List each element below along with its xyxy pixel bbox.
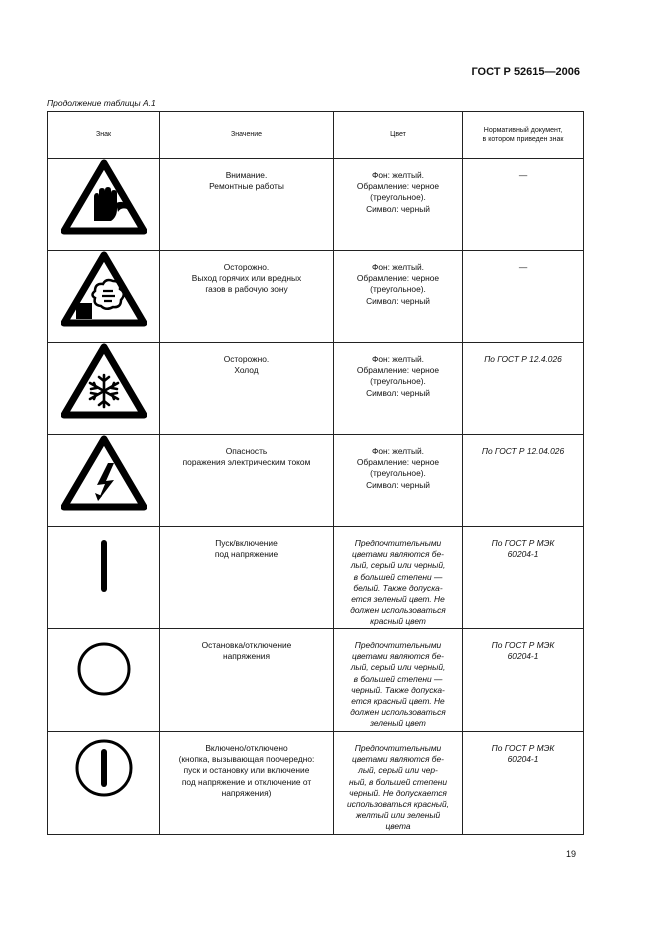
table-header-row <box>48 112 584 159</box>
page-number: 19 <box>566 849 577 859</box>
meaning-cell: Осторожно. Холод <box>160 343 334 435</box>
color-cell: Предпочтительными цветами являются бе- лый, серый или черный, в большей степени — черный. Также допуска- ется красный цвет. Не должен использоваться зеленый цвет <box>334 629 463 732</box>
table-row <box>48 435 584 527</box>
meaning-cell: Внимание. Ремонтные работы <box>160 159 334 251</box>
meaning-cell: Включено/отключено (кнопка, вызывающая поочередно: пуск и остановку или включение под напряжение и отключение от напряжения) <box>160 732 334 835</box>
color-cell: Фон: желтый. Обрамление: черное (треугольное). Символ: черный <box>334 435 463 527</box>
power-off-icon <box>61 629 147 709</box>
sign-cell <box>48 343 160 435</box>
warning-hot-gas-icon <box>61 251 147 327</box>
document-cell: По ГОСТ Р МЭК 60204-1 <box>463 527 584 629</box>
color-cell: Фон: желтый. Обрамление: черное (треугольное). Символ: черный <box>334 159 463 251</box>
document-cell: По ГОСТ Р 12.04.026 <box>463 435 584 527</box>
table-row <box>48 629 584 732</box>
power-toggle-icon <box>61 732 147 812</box>
sign-cell <box>48 629 160 732</box>
sign-cell <box>48 251 160 343</box>
document-cell: — <box>463 251 584 343</box>
color-cell: Фон: желтый. Обрамление: черное (треугольное). Символ: черный <box>334 343 463 435</box>
meaning-cell: Осторожно. Выход горячих или вредных газов в рабочую зону <box>160 251 334 343</box>
table-row <box>48 343 584 435</box>
meaning-cell: Опасность поражения электрическим током <box>160 435 334 527</box>
document-cell: По ГОСТ Р 12.4.026 <box>463 343 584 435</box>
warning-cold-icon <box>61 343 147 419</box>
table-row <box>48 159 584 251</box>
table-row <box>48 732 584 835</box>
warning-electric-shock-icon <box>61 435 147 511</box>
color-cell: Предпочтительными цветами являются бе- лый, серый или черный, в большей степени — белый. Также допуска- ется зеленый цвет. Не должен использоваться красный цвет <box>334 527 463 629</box>
power-on-icon <box>61 527 147 607</box>
warning-maintenance-icon <box>61 159 147 235</box>
document-standard-number: ГОСТ Р 52615—2006 <box>471 66 580 78</box>
table-caption: Продолжение таблицы А.1 <box>47 98 156 108</box>
document-cell: По ГОСТ Р МЭК 60204-1 <box>463 629 584 732</box>
sign-cell <box>48 732 160 835</box>
sign-cell <box>48 159 160 251</box>
safety-signs-table <box>47 111 584 835</box>
sign-cell <box>48 527 160 629</box>
sign-cell <box>48 435 160 527</box>
color-cell: Предпочтительными цветами являются бе- лый, серый или чер- ный, в большей степени черный. Не допускается использоваться красный, желтый или зеленый цвета <box>334 732 463 835</box>
document-cell: — <box>463 159 584 251</box>
table-row <box>48 251 584 343</box>
document-cell: По ГОСТ Р МЭК 60204-1 <box>463 732 584 835</box>
column-header-document: Нормативный документ, в котором приведен знак <box>463 112 584 159</box>
meaning-cell: Пуск/включение под напряжение <box>160 527 334 629</box>
meaning-cell: Остановка/отключение напряжения <box>160 629 334 732</box>
column-header-meaning: Значение <box>160 112 334 159</box>
table-row <box>48 527 584 629</box>
column-header-color: Цвет <box>334 112 463 159</box>
color-cell: Фон: желтый. Обрамление: черное (треугольное). Символ: черный <box>334 251 463 343</box>
column-header-sign: Знак <box>48 112 160 159</box>
